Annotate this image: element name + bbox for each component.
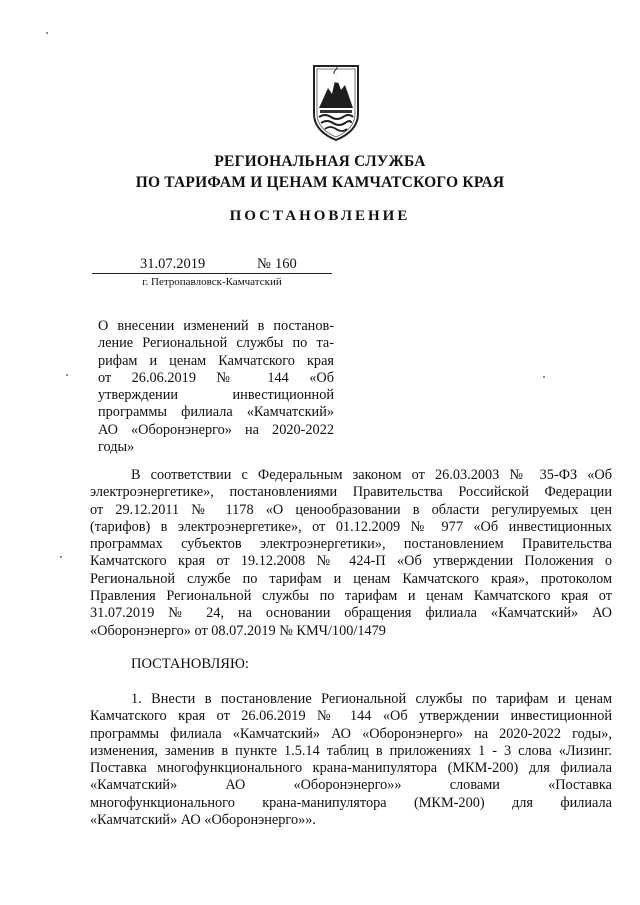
preamble-line: В соответствии с Федеральным законом от 26.03.2003 № 35-ФЗ «Об — [131, 467, 612, 483]
date-number-line — [92, 256, 332, 276]
number-label: № — [257, 256, 271, 272]
preamble-line: программах субъектов электроэнергетики», постановлением Правительства — [90, 536, 612, 553]
subject-block — [98, 318, 334, 456]
preamble-line: «Оборонэнерго» от 08.07.2019 № КМЧ/100/1479 — [90, 622, 386, 639]
subject-line: рифам и ценам Камчатского края — [98, 352, 334, 369]
date-underline — [92, 273, 332, 274]
preamble-line: от 29.12.2011 № 1178 «О ценообразовании в области регулируемых цен — [90, 501, 612, 518]
scan-speck — [543, 376, 545, 378]
item-1-line: Поставка многофункционального крана-манипулятора (МКМ-200) для филиала — [90, 760, 612, 777]
item-1-line: 1. Внести в постановление Региональной службы по тарифам и ценам — [131, 691, 612, 707]
item-1-line: Камчатского края от 26.06.2019 № 144 «Об утверждении инвестиционной — [90, 708, 612, 725]
subject-line: программы филиала «Камчатский» — [98, 404, 334, 421]
org-name-line-1: РЕГИОНАЛЬНАЯ СЛУЖБА — [214, 153, 426, 170]
document-type: ПОСТАНОВЛЕНИЕ — [229, 208, 411, 224]
preamble-line: электроэнергетике», постановлениями Правительства Российской Федерации — [90, 484, 612, 501]
scan-speck — [66, 374, 68, 376]
scan-speck — [46, 32, 48, 34]
item-1-line: изменения, заменив в пункте 1.5.14 таблиц в приложениях 1 - 3 слова «Лизинг. — [90, 742, 612, 759]
subject-line: от 26.06.2019 № 144 «Об — [98, 369, 334, 386]
item-1-line: «Камчатский» АО «Оборонэнерго»». — [90, 812, 316, 829]
subject-line: АО «Оборонэнерго» на 2020-2022 — [98, 421, 334, 438]
document-date: 31.07.2019 — [140, 256, 206, 272]
preamble-paragraph — [90, 467, 612, 640]
preamble-line: Региональной службе по тарифам и ценам Камчатского края», протоколом — [90, 570, 612, 587]
preamble-line: Правления Региональной службы по тарифам и ценам Камчатского края от — [90, 588, 612, 605]
org-name-line-2: ПО ТАРИФАМ И ЦЕНАМ КАМЧАТСКОГО КРАЯ — [135, 174, 505, 191]
subject-line: годы» — [98, 439, 135, 456]
preamble-line: 31.07.2019 № 24, на основании обращения филиала «Камчатский» АО — [90, 605, 612, 622]
item-1-line: программы филиала «Камчатский» АО «Оборонэнерго» на 2020-2022 годы», — [90, 725, 612, 742]
item-1-line: «Камчатский» АО «Оборонэнерго»» словами «Поставка — [90, 777, 612, 794]
subject-line: утверждении инвестиционной — [98, 387, 334, 404]
document-city: г. Петропавловск-Камчатский — [142, 276, 282, 288]
preamble-line: (тарифов) в электроэнергетике», от 01.12.2009 № 977 «Об инвестиционных — [90, 518, 612, 535]
scan-speck — [60, 556, 62, 558]
preamble-line: Камчатского края от 19.12.2008 № 424-П «Об утверждении Положения о — [90, 553, 612, 570]
item-1-paragraph — [90, 691, 612, 829]
kamchatka-emblem-icon — [311, 64, 361, 142]
subject-line: О внесении изменений в постанов- — [98, 318, 334, 334]
document-number: 160 — [275, 256, 297, 272]
decree-word: ПОСТАНОВЛЯЮ: — [131, 656, 249, 672]
subject-line: ление Региональной службы по та- — [98, 335, 334, 352]
item-1-line: многофункционального крана-манипулятора (МКМ-200) для филиала — [90, 794, 612, 811]
